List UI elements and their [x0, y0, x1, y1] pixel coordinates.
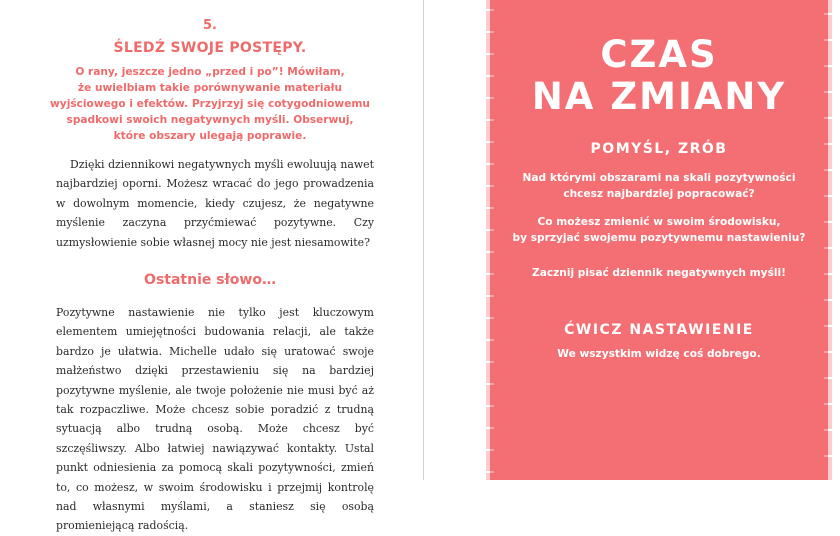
step-intro-line: spadkowi swoich negatywnych myśli. Obserwuj,	[66, 114, 354, 126]
step-number: 5.	[203, 18, 217, 33]
left-page	[0, 0, 420, 533]
panel-question-1	[490, 170, 828, 202]
step-intro-line: że uwielbiam takie porównywanie materiału	[77, 82, 343, 94]
panel-question-line: Co możesz zmienić w swoim środowisku,	[537, 216, 781, 228]
panel-heading-practice: ĆWICZ NASTAWIENIE	[564, 322, 754, 338]
panel-title-line-2: NA ZMIANY	[531, 75, 787, 118]
body-paragraph-1: Dzięki dziennikowi negatywnych myśli ewoluują nawet najbardziej oporni. Możesz wracać do jego prowadzenia w dowolnym momencie, kiedy czujesz, że negatywne myślenie zaczyna przyćmiewać pozytywne. Czy uzmysłowienie sobie własnej mocy nie jest niesamowite?	[56, 158, 374, 249]
step-intro-line: wyjściowego i efektów. Przyjrzyj się cotygodniowemu	[50, 98, 370, 110]
highlight-panel	[490, 0, 828, 480]
step-title: ŚLEDŹ SWOJE POSTĘPY.	[113, 40, 307, 56]
panel-question-line: Nad którymi obszarami na skali pozytywności	[522, 172, 796, 184]
panel-question-line: chcesz najbardziej popracować?	[563, 188, 755, 200]
step-intro	[40, 64, 380, 144]
panel-statement: We wszystkim widzę coś dobrego.	[557, 348, 761, 360]
panel-title	[490, 34, 828, 118]
body-paragraph-2: Pozytywne nastawienie nie tylko jest kluczowym elementem umiejętności budowania relacji, ale także bardzo je ułatwia. Michelle udało się uratować swoje małżeństwo dzięki przestawieniu się na bardziej pozytywne myślenie, ale twoje położenie nie musi być aż tak rozpaczliwe. Może chcesz sobie poradzić z trudną sytuacją albo trudną osobą. Może chcesz być szczęśliwszy. Albo łatwiej nawiązywać kontakty. Ustal punkt odniesienia za pomocą skali pozytywności, zmień to, co możesz, w swoim środowisku i przejmij kontrolę nad własnymi myślami, a staniesz się osobą promieniejącą radością.	[56, 306, 374, 533]
section-heading: Ostatnie słowo…	[144, 272, 276, 288]
panel-question-line: by sprzyjać swojemu pozytywnemu nastawieniu?	[512, 232, 806, 244]
panel-question-3: Zacznij pisać dziennik negatywnych myśli!	[532, 267, 786, 279]
panel-title-line-1: CZAS	[600, 33, 718, 76]
step-intro-line: O rany, jeszcze jedno „przed i po”! Mówiłam,	[75, 66, 345, 78]
panel-question-2	[490, 214, 828, 246]
step-intro-line: które obszary ulegają poprawie.	[113, 130, 307, 142]
panel-heading-think-do: POMYŚL, ZRÓB	[590, 141, 728, 157]
right-page	[424, 0, 840, 480]
